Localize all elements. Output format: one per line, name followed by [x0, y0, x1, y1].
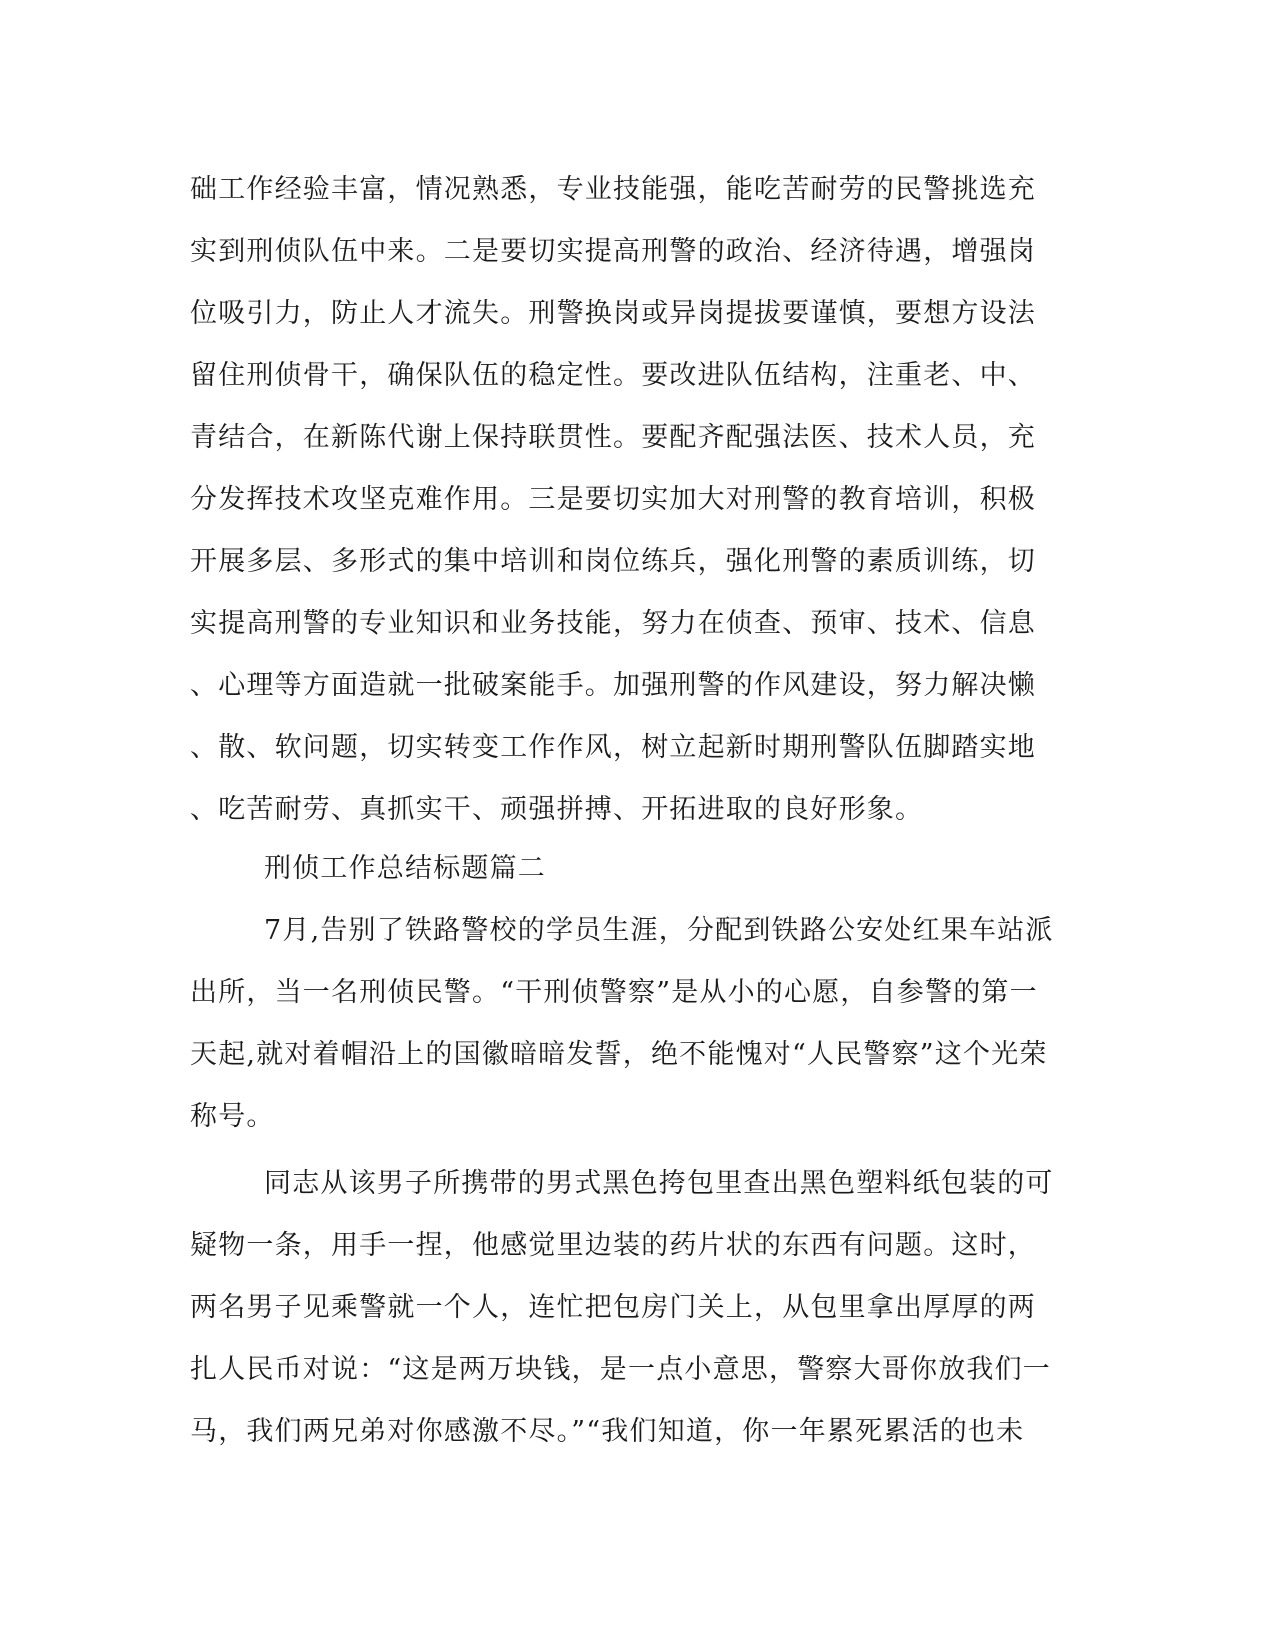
paragraph-2: [190, 900, 1070, 1148]
paragraph-line: 同志从该男子所携带的男式黑色挎包里查出黑色塑料纸包装的可: [264, 1168, 1054, 1199]
paragraph-line: 、散、软问题，切实转变工作作风，树立起新时期刑警队伍脚踏实地: [190, 732, 1036, 763]
paragraph-line: 位吸引力，防止人才流失。刑警换岗或异岗提拔要谨慎，要想方设法: [190, 298, 1036, 329]
paragraph-line: 础工作经验丰富，情况熟悉，专业技能强，能吃苦耐劳的民警挑选充: [190, 174, 1036, 205]
paragraph-line: 两名男子见乘警就一个人，连忙把包房门关上，从包里拿出厚厚的两: [190, 1292, 1036, 1323]
paragraph-line: 天起,就对着帽沿上的国徽暗暗发誓，绝不能愧对“人民警察”这个光荣: [190, 1039, 1048, 1070]
paragraph-line: 分发挥技术攻坚克难作用。三是要切实加大对刑警的教育培训，积极: [190, 484, 1036, 515]
paragraph-line: 疑物一条，用手一捏，他感觉里边装的药片状的东西有问题。这时，: [190, 1230, 1036, 1261]
paragraph-1: [190, 159, 1070, 841]
paragraph-line: 扎人民币对说：“这是两万块钱，是一点小意思，警察大哥你放我们一: [190, 1354, 1052, 1385]
paragraph-line: 、心理等方面造就一批破案能手。加强刑警的作风建设，努力解决懒: [190, 670, 1036, 701]
section-heading-text: 刑侦工作总结标题篇二: [264, 853, 546, 884]
paragraph-line: 马，我们两兄弟对你感激不尽。”“我们知道，你一年累死累活的也未: [190, 1416, 1025, 1447]
paragraph-line: 称号。: [190, 1101, 275, 1132]
paragraph-3: [190, 1153, 1070, 1463]
paragraph-line: 青结合，在新陈代谢上保持联贯性。要配齐配强法医、技术人员，充: [190, 422, 1036, 453]
paragraph-line: 、吃苦耐劳、真抓实干、顽强拼搏、开拓进取的良好形象。: [190, 794, 924, 825]
paragraph-line: 实到刑侦队伍中来。二是要切实提高刑警的政治、经济待遇，增强岗: [190, 236, 1036, 267]
paragraph-line: 出所，当一名刑侦民警。“干刑侦警察”是从小的心愿，自参警的第一: [190, 977, 1038, 1008]
section-heading: [190, 838, 1070, 900]
paragraph-line: 7月,告别了铁路警校的学员生涯，分配到铁路公安处红果车站派: [264, 915, 1054, 946]
paragraph-line: 实提高刑警的专业知识和业务技能，努力在侦查、预审、技术、信息: [190, 608, 1036, 639]
paragraph-line: 开展多层、多形式的集中培训和岗位练兵，强化刑警的素质训练，切: [190, 546, 1036, 577]
paragraph-line: 留住刑侦骨干，确保队伍的稳定性。要改进队伍结构，注重老、中、: [190, 360, 1036, 391]
